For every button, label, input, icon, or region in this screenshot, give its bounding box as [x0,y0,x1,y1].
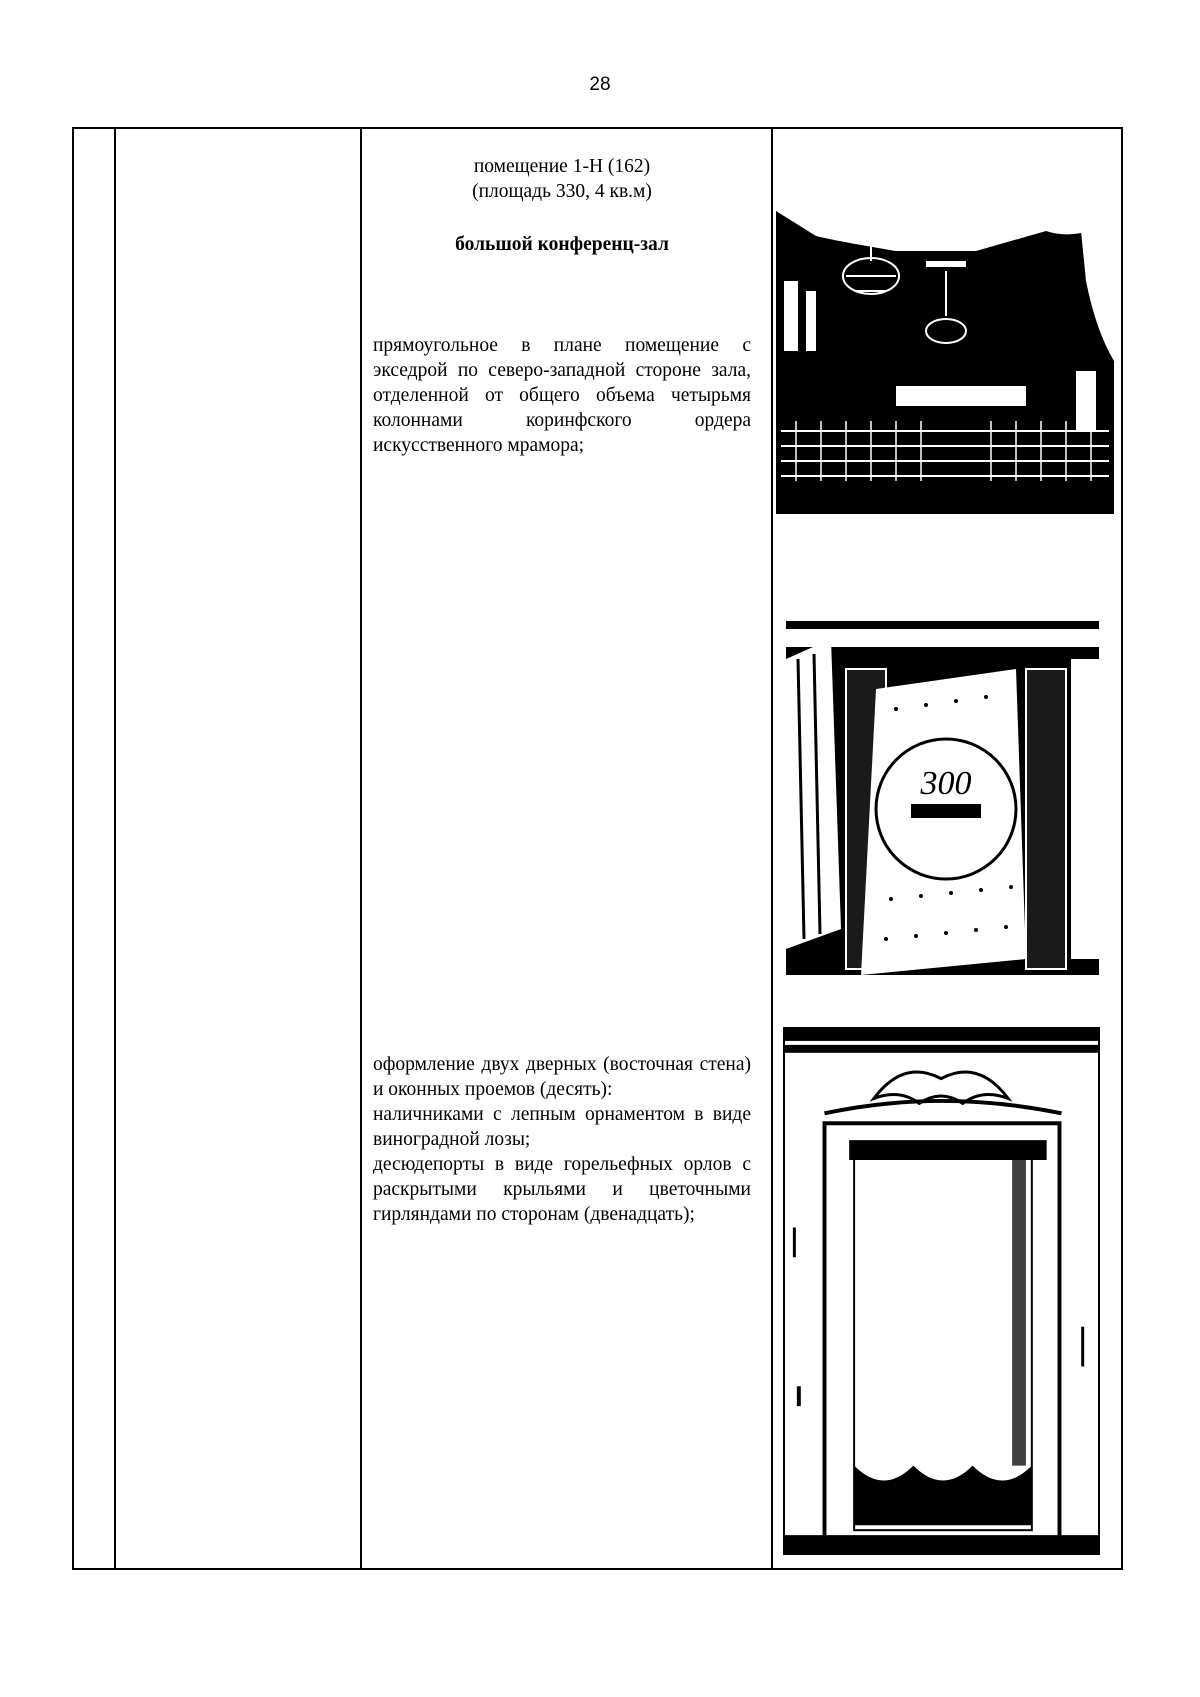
exedra-columns-photo-icon [786,599,1099,975]
page-number: 28 [589,74,611,95]
premise-title: большой конференц-зал [455,234,669,255]
table-column-divider-3 [771,129,773,1568]
doors-description [373,1052,751,1227]
table-column-divider-1 [114,129,116,1568]
hall-description: прямоугольное в плане помещение с экседрой по северо-западной стороне зала, отделенной от общего объема четырьмя колоннами коринфского ордера искусственного мрамора; [373,335,751,456]
premise-area: (площадь 330, 4 кв.м) [472,181,652,202]
premise-name: помещение 1-Н (162) [473,156,651,177]
table-column-divider-2 [360,129,362,1568]
conference-hall-photo [776,181,1114,514]
doors-description-line: наличниками с лепным орнаментом в виде виноградной лозы; [373,1104,751,1150]
door-portal-photo [783,1027,1100,1555]
conference-hall-photo-icon [776,181,1114,514]
doors-description-line: десюдепорты в виде горельефных орлов с раскрытыми крыльями и цветочными гирляндами по сторонам (двенадцать); [373,1154,751,1225]
door-portal-photo-icon [785,1029,1098,1553]
premise-header [373,154,751,204]
exedra-columns-photo [786,599,1099,975]
doors-description-line: оформление двух дверных (восточная стена) и оконных проемов (десять): [373,1054,751,1100]
svg-text:300: 300 [920,765,972,802]
